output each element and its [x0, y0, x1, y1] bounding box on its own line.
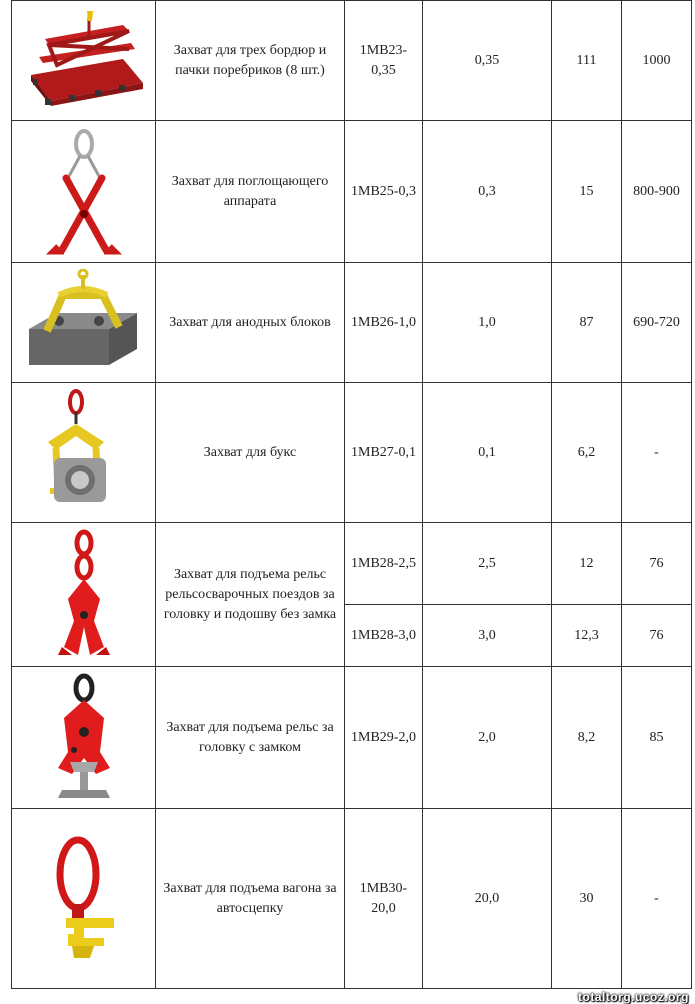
rail-grip-lock-image — [44, 672, 124, 804]
table-row — [12, 523, 692, 605]
product-load: 3,0 — [423, 605, 552, 667]
rail-grip-no-lock-image — [54, 529, 114, 661]
product-code: 1МВ30-20,0 — [345, 809, 423, 989]
product-code: 1МВ28-2,5 — [345, 523, 423, 605]
table-row — [12, 383, 692, 523]
wagon-coupler-grip-image — [44, 834, 124, 964]
product-mass: 12,3 — [552, 605, 622, 667]
product-load: 2,0 — [423, 667, 552, 809]
product-image-cell — [12, 523, 156, 667]
product-load: 2,5 — [423, 523, 552, 605]
product-size: - — [622, 809, 692, 989]
product-image-cell — [12, 383, 156, 523]
product-size: 800-900 — [622, 121, 692, 263]
product-image-cell — [12, 809, 156, 989]
product-code: 1МВ29-2,0 — [345, 667, 423, 809]
product-size: - — [622, 383, 692, 523]
table-row — [12, 1, 692, 121]
table-row — [12, 667, 692, 809]
product-code: 1МВ27-0,1 — [345, 383, 423, 523]
product-load: 1,0 — [423, 263, 552, 383]
product-image-cell — [12, 263, 156, 383]
product-name: Захват для букс — [156, 383, 345, 523]
grips-spec-table — [11, 0, 692, 989]
product-code: 1МВ25-0,3 — [345, 121, 423, 263]
product-image-cell — [12, 667, 156, 809]
product-name: Захват для поглощающего аппарата — [156, 121, 345, 263]
anode-block-grip-image — [19, 269, 149, 377]
product-load: 0,3 — [423, 121, 552, 263]
product-size: 690-720 — [622, 263, 692, 383]
product-code: 1МВ23-0,35 — [345, 1, 423, 121]
table-row — [12, 121, 692, 263]
product-size: 76 — [622, 605, 692, 667]
site-watermark: totaltorg.ucoz.org — [578, 990, 689, 1004]
table-row — [12, 809, 692, 989]
product-size: 1000 — [622, 1, 692, 121]
product-load: 20,0 — [423, 809, 552, 989]
axle-box-grip-image — [34, 388, 134, 518]
table-row — [12, 263, 692, 383]
product-code: 1МВ28-3,0 — [345, 605, 423, 667]
product-load: 0,35 — [423, 1, 552, 121]
product-mass: 6,2 — [552, 383, 622, 523]
product-name: Захват для подъема рельс за головку с замком — [156, 667, 345, 809]
product-code: 1МВ26-1,0 — [345, 263, 423, 383]
product-mass: 15 — [552, 121, 622, 263]
product-load: 0,1 — [423, 383, 552, 523]
product-name: Захват для подъема рельс рельсосварочных поездов за головку и подошву без замка — [156, 523, 345, 667]
product-mass: 12 — [552, 523, 622, 605]
curb-grip-image — [19, 9, 149, 113]
product-name: Захват для анодных блоков — [156, 263, 345, 383]
product-size: 85 — [622, 667, 692, 809]
product-mass: 8,2 — [552, 667, 622, 809]
product-mass: 87 — [552, 263, 622, 383]
product-mass: 30 — [552, 809, 622, 989]
product-image-cell — [12, 121, 156, 263]
product-name: Захват для подъема вагона за автосцепку — [156, 809, 345, 989]
product-mass: 111 — [552, 1, 622, 121]
product-image-cell — [12, 1, 156, 121]
product-size: 76 — [622, 523, 692, 605]
product-name: Захват для трех бордюр и пачки поребриков (8 шт.) — [156, 1, 345, 121]
absorber-grip-image — [44, 128, 124, 256]
